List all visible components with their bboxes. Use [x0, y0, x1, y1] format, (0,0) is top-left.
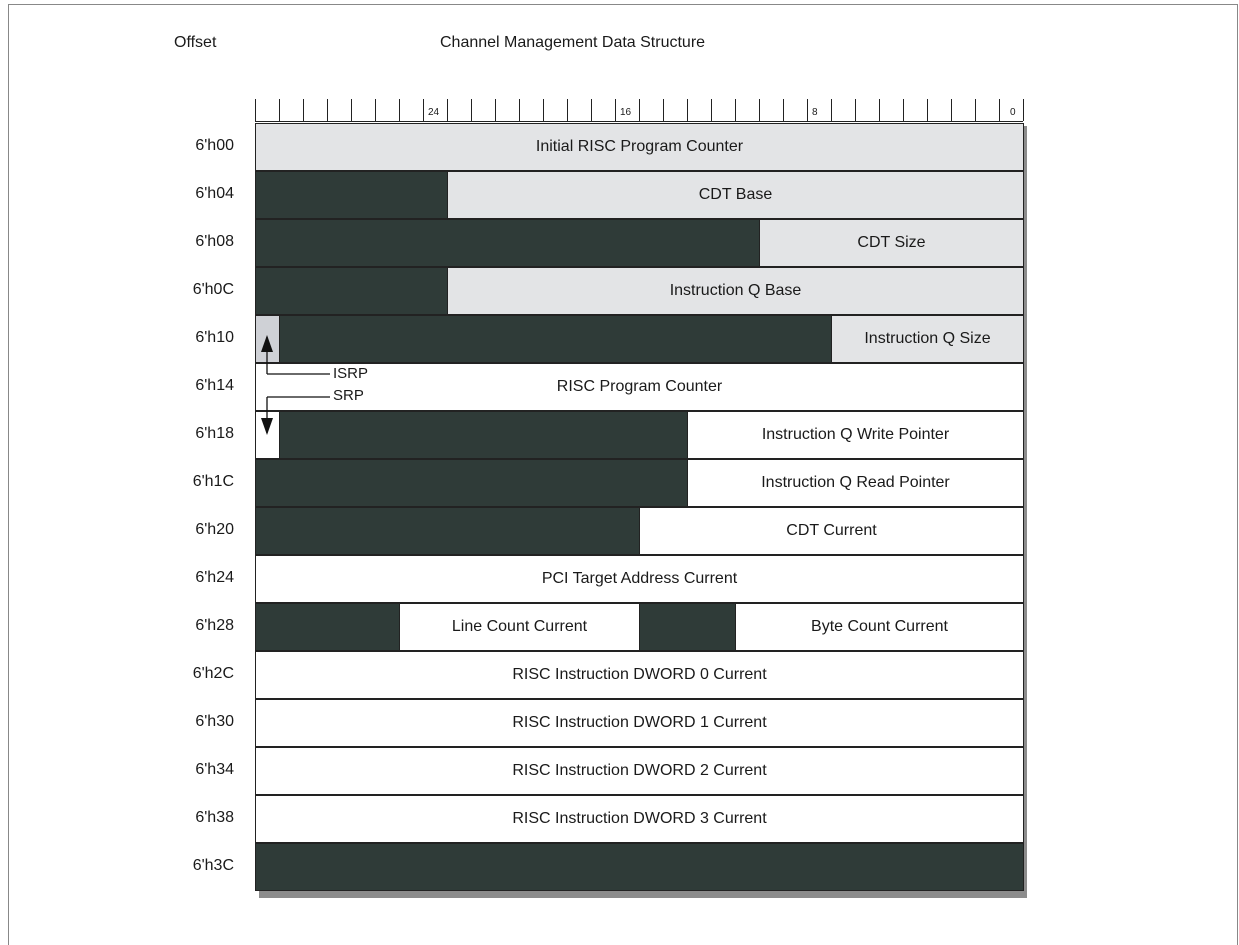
register-row — [255, 795, 1023, 843]
reserved-field — [279, 411, 688, 459]
register-field — [759, 219, 1024, 267]
bit-tick — [423, 99, 424, 121]
row-offset: 6'h2C — [192, 665, 234, 682]
register-field — [687, 459, 1024, 507]
row-offset: 6'h28 — [195, 617, 234, 634]
bit-tick — [999, 99, 1000, 121]
register-field — [735, 603, 1024, 651]
register-row — [255, 459, 1023, 507]
reserved-field — [255, 507, 640, 555]
reserved-field — [255, 459, 688, 507]
bit-tick — [927, 99, 928, 121]
field-label: Instruction Q Base — [669, 282, 802, 299]
register-row — [255, 843, 1023, 891]
bit-tick — [303, 99, 304, 121]
reserved-field — [255, 267, 448, 315]
field-label: Instruction Q Read Pointer — [761, 474, 950, 491]
bit-tick — [831, 99, 832, 121]
register-row — [255, 651, 1023, 699]
bit-tick — [279, 99, 280, 121]
bit-tick — [711, 99, 712, 121]
row-offset: 6'h24 — [195, 569, 234, 586]
field-label: CDT Current — [786, 522, 877, 539]
bit-tick — [663, 99, 664, 121]
bit-tick — [615, 99, 616, 121]
bit-tick — [951, 99, 952, 121]
row-offset: 6'h30 — [195, 713, 234, 730]
bit-tick — [543, 99, 544, 121]
field-label: Initial RISC Program Counter — [535, 138, 744, 155]
bit-field — [255, 315, 280, 363]
register-field — [255, 747, 1024, 795]
register-table — [255, 123, 1023, 895]
row-offset: 6'h04 — [195, 185, 234, 202]
register-field — [447, 171, 1024, 219]
bit-tick — [519, 99, 520, 121]
reserved-field — [255, 219, 760, 267]
bit-tick — [903, 99, 904, 121]
bit-label-24: 24 — [428, 107, 440, 118]
bit-tick — [567, 99, 568, 121]
register-row — [255, 699, 1023, 747]
isrp-label: ISRP — [333, 365, 369, 382]
row-offset: 6'h1C — [192, 473, 234, 490]
register-row — [255, 267, 1023, 315]
bit-tick — [1023, 99, 1024, 121]
bit-tick — [735, 99, 736, 121]
bit-tick — [327, 99, 328, 121]
register-field — [255, 795, 1024, 843]
field-label: CDT Size — [857, 234, 926, 251]
row-offset: 6'h18 — [195, 425, 234, 442]
register-row — [255, 171, 1023, 219]
bit-tick — [495, 99, 496, 121]
bit-tick — [351, 99, 352, 121]
row-offset: 6'h0C — [192, 281, 234, 298]
field-label: RISC Program Counter — [556, 378, 723, 395]
register-field — [255, 699, 1024, 747]
row-offset: 6'h10 — [195, 329, 234, 346]
bit-label-0: 0 — [1010, 107, 1016, 118]
register-row — [255, 507, 1023, 555]
bit-tick — [687, 99, 688, 121]
field-label: Line Count Current — [451, 618, 588, 635]
bit-tick — [855, 99, 856, 121]
diagram-title: Channel Management Data Structure — [440, 34, 706, 51]
bit-tick — [447, 99, 448, 121]
bit-tick — [783, 99, 784, 121]
row-offset: 6'h20 — [195, 521, 234, 538]
bit-tick — [879, 99, 880, 121]
field-label: RISC Instruction DWORD 0 Current — [512, 666, 767, 683]
field-label: CDT Base — [698, 186, 773, 203]
register-row — [255, 411, 1023, 459]
field-label: RISC Instruction DWORD 1 Current — [512, 714, 767, 731]
bit-ruler — [255, 99, 1023, 122]
reserved-field — [279, 315, 832, 363]
register-field — [399, 603, 640, 651]
offset-column-header: Offset — [174, 34, 217, 51]
row-offset: 6'h38 — [195, 809, 234, 826]
register-row — [255, 555, 1023, 603]
register-field — [447, 267, 1024, 315]
bit-label-16: 16 — [620, 107, 632, 118]
bit-tick — [975, 99, 976, 121]
field-label: RISC Instruction DWORD 2 Current — [512, 762, 767, 779]
reserved-field — [639, 603, 736, 651]
register-row — [255, 123, 1023, 171]
bit-tick — [255, 99, 256, 121]
bit-label-8: 8 — [812, 107, 818, 118]
register-row — [255, 363, 1023, 411]
register-row — [255, 219, 1023, 267]
register-field — [831, 315, 1024, 363]
register-row — [255, 603, 1023, 651]
field-label: Instruction Q Size — [864, 330, 991, 347]
reserved-field — [255, 171, 448, 219]
bit-tick — [639, 99, 640, 121]
bit-tick — [591, 99, 592, 121]
row-offset: 6'h00 — [195, 137, 234, 154]
field-label: Instruction Q Write Pointer — [761, 426, 950, 443]
row-offset: 6'h3C — [192, 857, 234, 874]
bit-tick — [471, 99, 472, 121]
bit-tick — [375, 99, 376, 121]
reserved-field — [255, 603, 400, 651]
bit-field — [255, 411, 280, 459]
register-field — [687, 411, 1024, 459]
register-field — [255, 651, 1024, 699]
register-field — [639, 507, 1024, 555]
bit-tick — [759, 99, 760, 121]
row-offset: 6'h08 — [195, 233, 234, 250]
register-field — [255, 555, 1024, 603]
register-row — [255, 747, 1023, 795]
register-field — [255, 363, 1024, 411]
srp-label: SRP — [333, 387, 364, 404]
row-offset: 6'h14 — [195, 377, 234, 394]
field-label: PCI Target Address Current — [541, 570, 738, 587]
reserved-field — [255, 843, 1024, 891]
field-label: RISC Instruction DWORD 3 Current — [512, 810, 767, 827]
row-offset: 6'h34 — [195, 761, 234, 778]
register-row — [255, 315, 1023, 363]
register-field — [255, 123, 1024, 171]
bit-tick — [807, 99, 808, 121]
field-label: Byte Count Current — [811, 618, 948, 635]
bit-tick — [399, 99, 400, 121]
